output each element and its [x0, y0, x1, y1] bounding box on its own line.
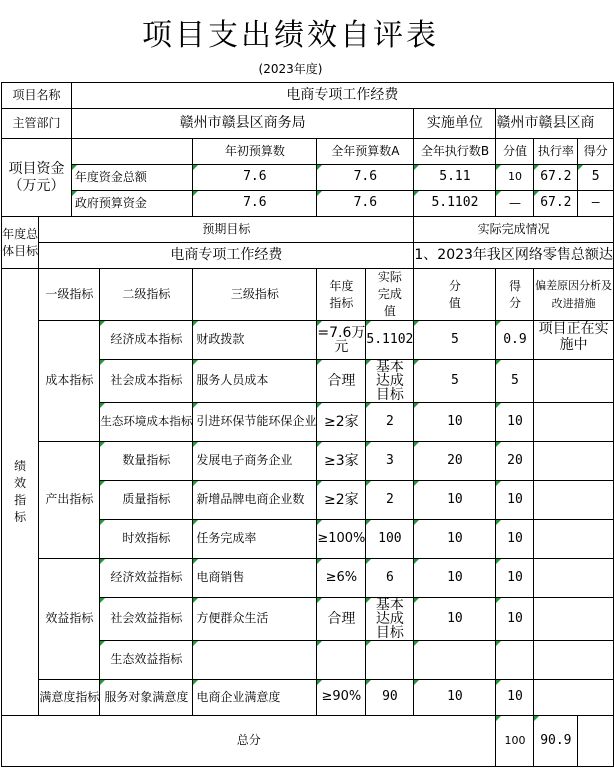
- dept-row: [2, 109, 614, 139]
- funds-rate: 67.2: [534, 165, 578, 191]
- table-row: [2, 442, 614, 481]
- funds-header-score-value: 分值: [496, 139, 534, 165]
- perf-side-label: 绩效指标: [14, 459, 27, 524]
- funds-score: —: [578, 191, 614, 217]
- perf-l3: [193, 641, 317, 680]
- perf-target: ≥2家: [317, 403, 366, 442]
- perf-l2: 社会效益指标: [100, 598, 193, 641]
- perf-score: 10: [496, 403, 534, 442]
- perf-value: 10: [414, 520, 496, 559]
- perf-actual: 2: [366, 481, 414, 520]
- perf-l1: 满意度指标: [39, 680, 100, 716]
- perf-score: 10: [496, 680, 534, 716]
- perf-note: [534, 403, 614, 442]
- perf-l3: 任务完成率: [193, 520, 317, 559]
- funds-header-row: [2, 139, 614, 165]
- impl-label: 实施单位: [414, 109, 496, 139]
- perf-header-actual: 实际完成值: [366, 269, 414, 321]
- goals-label-cell: [2, 217, 39, 269]
- project-name-value: 电商专项工作经费: [71, 83, 613, 109]
- total-score: 90.9: [534, 716, 578, 767]
- perf-l3: 方便群众生活: [193, 598, 317, 641]
- perf-score: 20: [496, 442, 534, 481]
- perf-l3: 财政拨款: [193, 321, 317, 360]
- funds-header-score: 得分: [578, 139, 614, 165]
- funds-annual: 7.6: [317, 191, 414, 217]
- perf-l2: 经济成本指标: [100, 321, 193, 360]
- perf-note: [534, 559, 614, 598]
- perf-l2: 生态效益指标: [100, 641, 193, 680]
- funds-header-executed: 全年执行数B: [414, 139, 496, 165]
- perf-note: [534, 520, 614, 559]
- perf-l3: 电商销售: [193, 559, 317, 598]
- perf-note: [534, 481, 614, 520]
- perf-target: ≥100%: [317, 520, 366, 559]
- perf-l3: 引进环保节能环保企业: [193, 403, 317, 442]
- goals-content-row: [2, 243, 614, 269]
- perf-score: [496, 641, 534, 680]
- perf-header-l3: 三级指标: [193, 269, 317, 321]
- perf-value: 20: [414, 442, 496, 481]
- perf-l2: 时效指标: [100, 520, 193, 559]
- perf-target: ≥90%: [317, 680, 366, 716]
- total-label: 总分: [2, 716, 496, 767]
- perf-header-target: 年度指标: [317, 269, 366, 321]
- perf-value: 10: [414, 481, 496, 520]
- funds-header-initial: 年初预算数: [193, 139, 317, 165]
- perf-value: 5: [414, 360, 496, 403]
- funds-row-name: 政府预算资金: [71, 191, 192, 217]
- funds-rate: 67.2: [534, 191, 578, 217]
- perf-header-score: 得分: [496, 269, 534, 321]
- total-value: 100: [496, 716, 534, 767]
- funds-annual: 7.6: [317, 165, 414, 191]
- perf-target: ≥6%: [317, 559, 366, 598]
- perf-l2: 生态环境成本指标: [100, 403, 193, 442]
- perf-score: 10: [496, 559, 534, 598]
- perf-l3: 电商企业满意度: [193, 680, 317, 716]
- perf-l1: 成本指标: [39, 321, 100, 442]
- funds-header-rate: 执行率: [534, 139, 578, 165]
- perf-value: 10: [414, 403, 496, 442]
- perf-target: ≥2家: [317, 481, 366, 520]
- perf-value: [414, 641, 496, 680]
- perf-l3: 新增品牌电商企业数: [193, 481, 317, 520]
- self-evaluation-table: [1, 82, 614, 767]
- perf-target: 合理: [317, 360, 366, 403]
- perf-actual: 90: [366, 680, 414, 716]
- funds-initial: 7.6: [193, 165, 317, 191]
- total-row: [2, 716, 614, 767]
- perf-note: 项目正在实施中: [534, 321, 614, 360]
- funds-row-gov: [2, 191, 614, 217]
- perf-value: 10: [414, 598, 496, 641]
- dept-label: 主管部门: [2, 109, 72, 139]
- perf-note: [534, 442, 614, 481]
- perf-l2: 社会成本指标: [100, 360, 193, 403]
- funds-header-annual: 全年预算数A: [317, 139, 414, 165]
- perf-note: [534, 641, 614, 680]
- perf-score: 5: [496, 360, 534, 403]
- perf-target: [317, 641, 366, 680]
- goals-expected: 电商专项工作经费: [39, 243, 414, 269]
- perf-actual: 100: [366, 520, 414, 559]
- goals-actual: 1、2023年我区网络零售总额达: [414, 243, 614, 269]
- perf-target: ≥3家: [317, 442, 366, 481]
- perf-note: [534, 598, 614, 641]
- total-note: [578, 716, 614, 767]
- perf-score: 0.9: [496, 321, 534, 360]
- perf-l1: 效益指标: [39, 559, 100, 680]
- perf-l2: 质量指标: [100, 481, 193, 520]
- impl-value: 赣州市赣县区商: [496, 109, 613, 139]
- goals-expected-label: 预期目标: [39, 217, 414, 243]
- funds-score-value: —: [496, 191, 534, 217]
- perf-note: [534, 680, 614, 716]
- perf-actual: 基本达成目标: [366, 360, 414, 403]
- page-title: 项目支出绩效自评表: [142, 18, 439, 53]
- perf-header-value: 分值: [414, 269, 496, 321]
- table-row: [2, 680, 614, 716]
- perf-header-l1: 一级指标: [39, 269, 100, 321]
- perf-l3: 服务人员成本: [193, 360, 317, 403]
- perf-l1: 产出指标: [39, 442, 100, 559]
- goals-actual-label: 实际完成情况: [414, 217, 614, 243]
- perf-value: 5: [414, 321, 496, 360]
- goals-label: 年度总体目标: [2, 226, 39, 258]
- funds-score-value: 10: [496, 165, 534, 191]
- perf-score: 10: [496, 598, 534, 641]
- perf-header-note: 偏差原因分析及改进措施: [534, 269, 614, 321]
- perf-side-label-cell: [2, 269, 39, 716]
- funds-initial: 7.6: [193, 191, 317, 217]
- perf-l3: 发展电子商务企业: [193, 442, 317, 481]
- perf-header-l2: 二级指标: [100, 269, 193, 321]
- perf-actual: 6: [366, 559, 414, 598]
- perf-actual: 基本达成目标: [366, 598, 414, 641]
- perf-value: 10: [414, 680, 496, 716]
- funds-row-name: 年度资金总额: [71, 165, 192, 191]
- perf-actual: 3: [366, 442, 414, 481]
- table-row: [2, 321, 614, 360]
- perf-score: 10: [496, 481, 534, 520]
- perf-l2: 数量指标: [100, 442, 193, 481]
- year-label: (2023年度): [258, 62, 323, 76]
- goals-header-row: [2, 217, 614, 243]
- dept-value: 赣州市赣县区商务局: [71, 109, 413, 139]
- funds-executed: 5.1102: [414, 191, 496, 217]
- perf-target: 合理: [317, 598, 366, 641]
- perf-value: 10: [414, 559, 496, 598]
- project-name-row: [2, 83, 614, 109]
- perf-header-row: [2, 269, 614, 321]
- perf-actual: 2: [366, 403, 414, 442]
- perf-actual: 5.1102: [366, 321, 414, 360]
- funds-executed: 5.11: [414, 165, 496, 191]
- funds-score: 5: [578, 165, 614, 191]
- perf-actual: [366, 641, 414, 680]
- perf-note: [534, 360, 614, 403]
- project-name-label: 项目名称: [2, 83, 72, 109]
- perf-target: =7.6万元: [317, 321, 366, 360]
- perf-l2: 经济效益指标: [100, 559, 193, 598]
- table-row: [2, 559, 614, 598]
- perf-l2: 服务对象满意度: [100, 680, 193, 716]
- perf-score: 10: [496, 520, 534, 559]
- funds-row-total: [2, 165, 614, 191]
- funds-label: 项目资金 （万元）: [2, 139, 72, 217]
